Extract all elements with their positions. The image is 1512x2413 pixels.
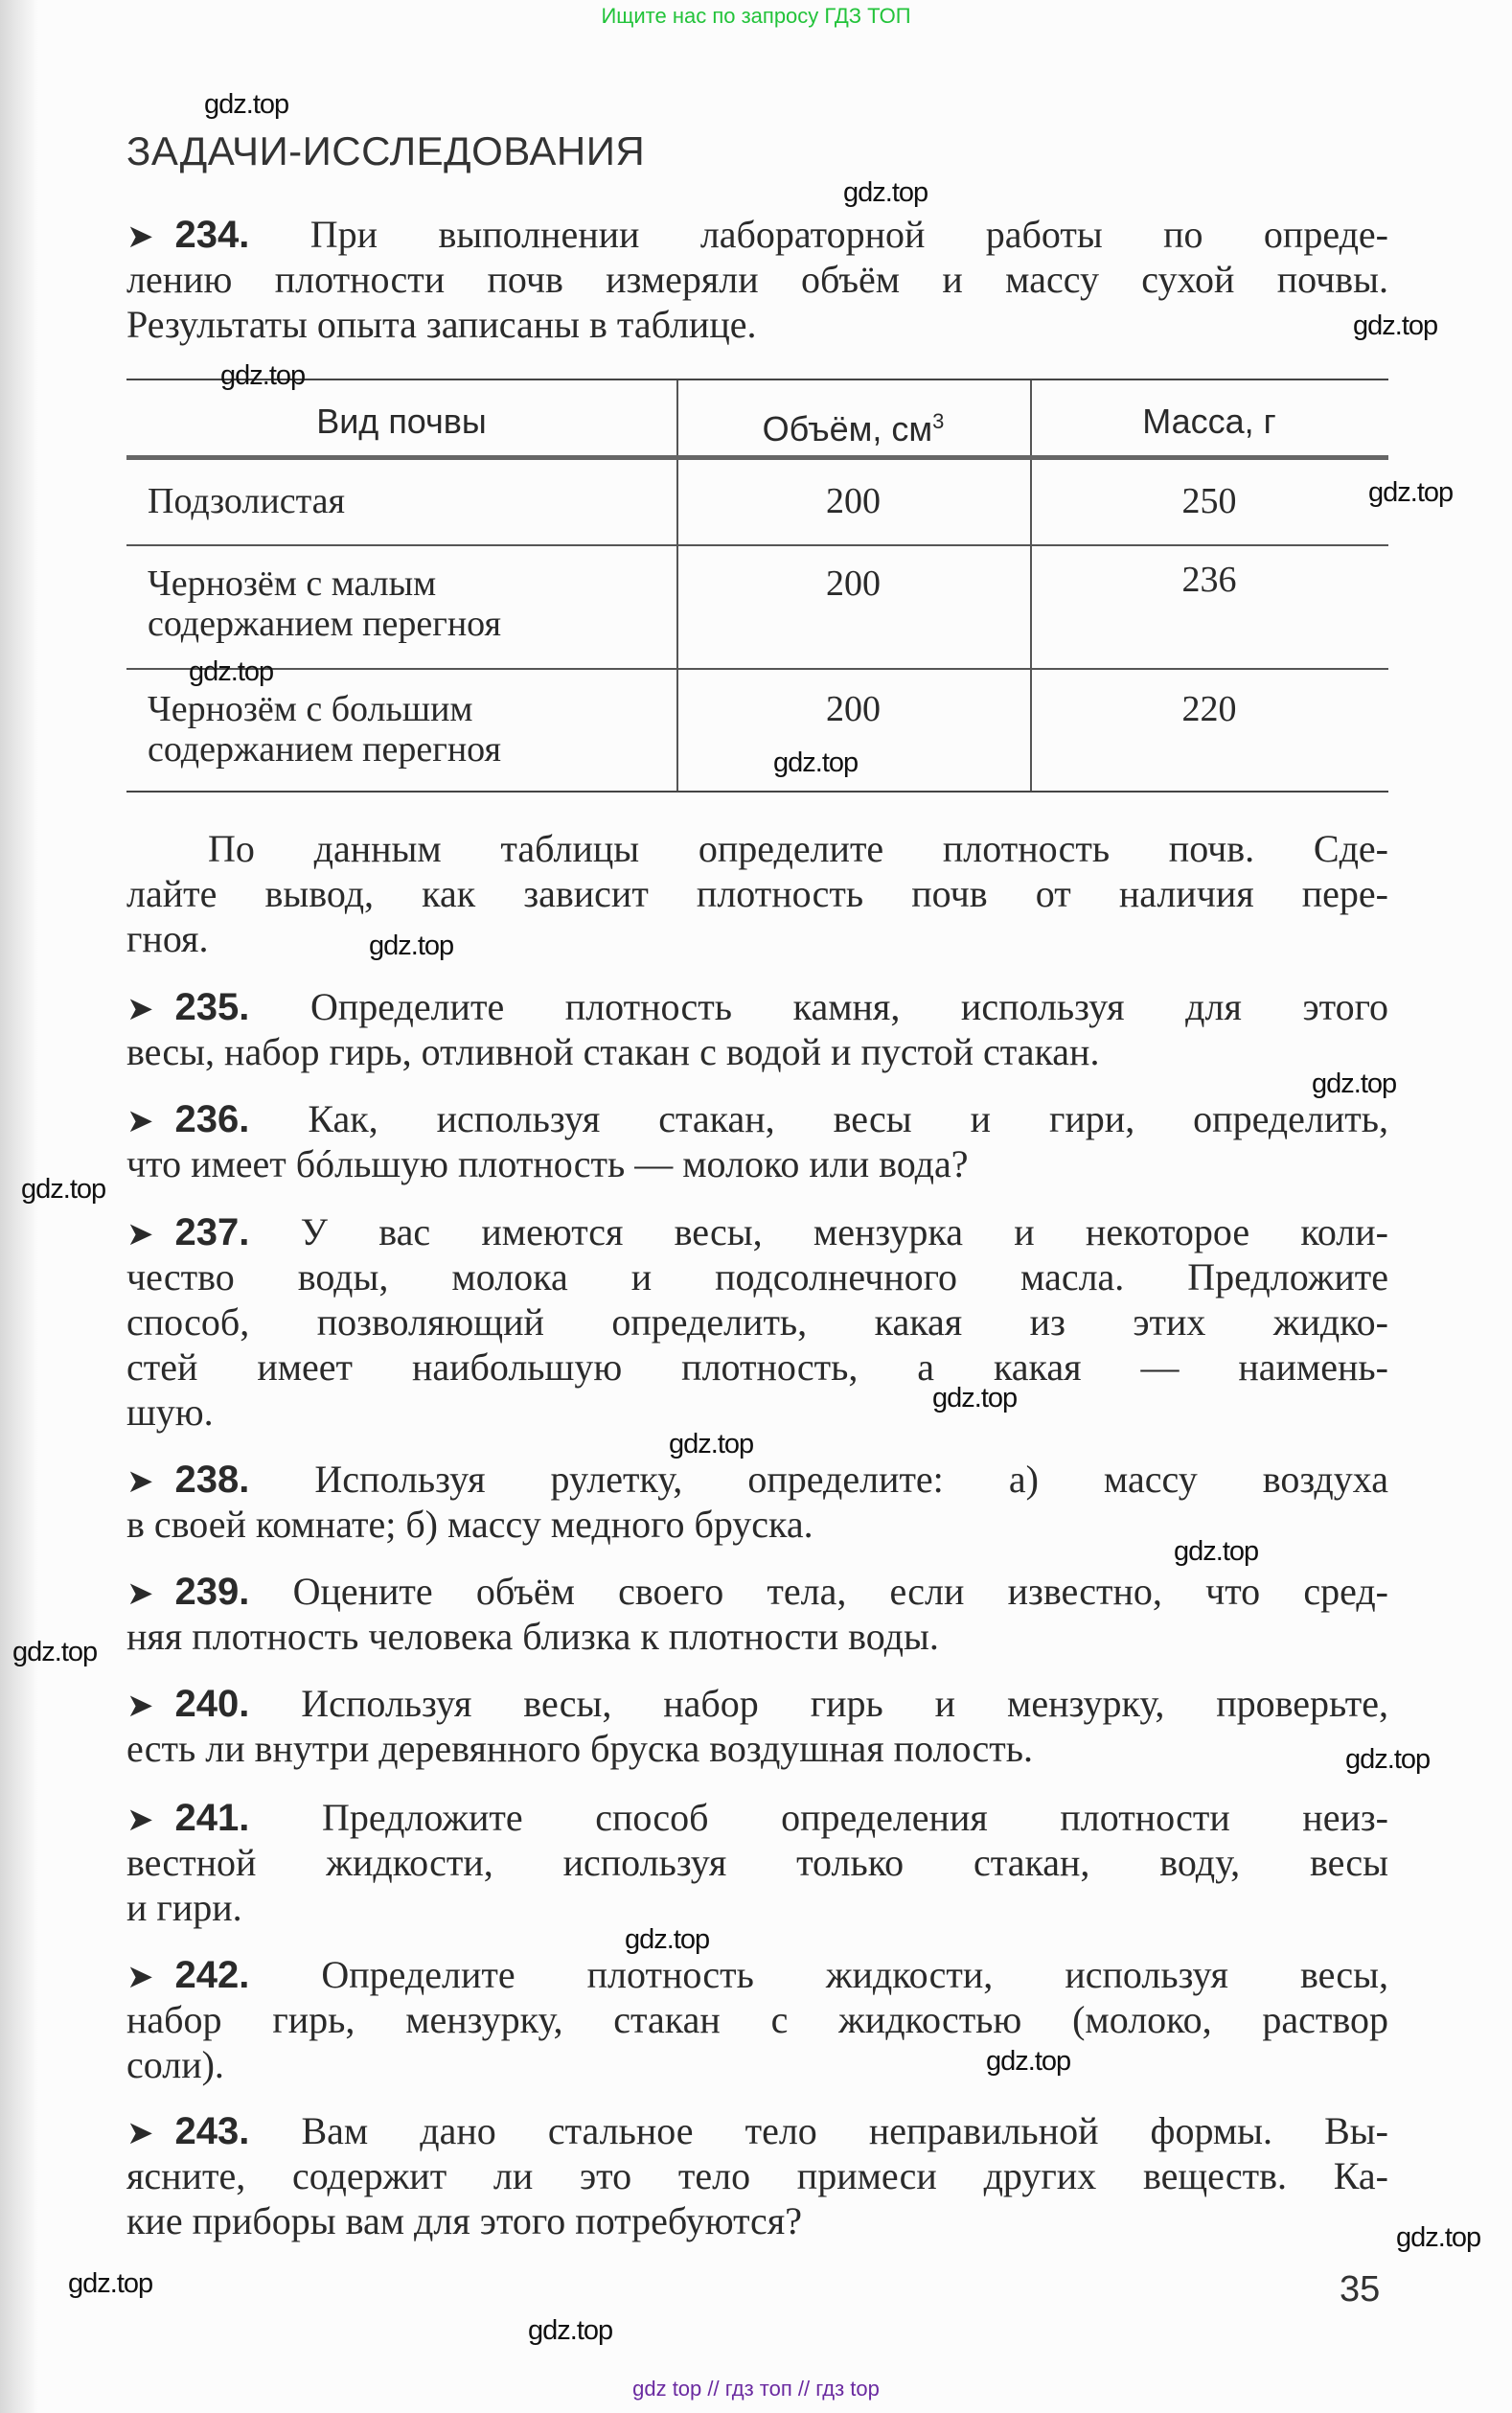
watermark: gdz.top xyxy=(1368,477,1454,508)
problem-text: Как, используя стакан, весы и гири, определить, xyxy=(308,1097,1388,1140)
soil-type-line: содержанием перегноя xyxy=(148,729,501,770)
problem-234 xyxy=(126,212,1388,347)
mass-value: 220 xyxy=(1181,689,1237,729)
section-heading: ЗАДАЧИ-ИССЛЕДОВАНИЯ xyxy=(126,128,646,173)
text-line: лению плотности почв измеряли объём и массу сухой почвы. xyxy=(126,258,1388,301)
header-mass: Масса, г xyxy=(1142,402,1276,441)
problem-number: 241. xyxy=(174,1797,250,1839)
text-line: вестной жидкости, используя только стакан, воду, весы xyxy=(126,1841,1388,1884)
arrow-marker-icon: ➤ xyxy=(126,2114,154,2152)
soil-type-line: Чернозём с большим xyxy=(148,689,473,729)
text-line: няя плотность человека близка к плотности воды. xyxy=(126,1615,939,1658)
watermark: gdz.top xyxy=(528,2315,613,2346)
header-soil-type: Вид почвы xyxy=(316,402,487,441)
soil-type xyxy=(148,689,501,812)
text-line: и гири. xyxy=(126,1886,242,1929)
problem-text: Предложите способ определения плотности неиз- xyxy=(321,1796,1388,1839)
text-line: Результаты опыта записаны в таблице. xyxy=(126,303,757,346)
text-line: гноя. xyxy=(126,917,209,960)
text-line xyxy=(126,1952,1388,1997)
text-line xyxy=(126,1569,1388,1614)
problem-241 xyxy=(126,1795,1388,1930)
text-line xyxy=(126,984,1388,1029)
soil-type-line: содержанием перегноя xyxy=(148,604,501,644)
problem-text: Вам дано стальное тело неправильной формы. Вы- xyxy=(301,2109,1389,2152)
mass-value: 236 xyxy=(1181,560,1237,600)
header-volume-label: Объём, см xyxy=(762,409,933,448)
watermark: gdz.top xyxy=(189,656,274,687)
text-line: лайте вывод, как зависит плотность почв от наличия пере- xyxy=(126,872,1388,915)
watermark: gdz.top xyxy=(1353,310,1438,341)
watermark: gdz.top xyxy=(68,2268,153,2299)
text-line: набор гирь, мензурку, стакан с жидкостью (молоко, раствор xyxy=(126,1998,1388,2041)
volume-value: 200 xyxy=(826,689,881,729)
arrow-marker-icon: ➤ xyxy=(126,1958,154,1996)
arrow-marker-icon: ➤ xyxy=(126,1462,154,1501)
problem-number: 237. xyxy=(174,1211,250,1253)
arrow-marker-icon: ➤ xyxy=(126,1687,154,1725)
problem-235 xyxy=(126,984,1388,1074)
volume-value: 200 xyxy=(826,481,881,521)
arrow-marker-icon: ➤ xyxy=(126,990,154,1028)
text-line: способ, позволяющий определить, какая из этих жидко- xyxy=(126,1300,1388,1344)
text-line: весы, набор гирь, отливной стакан с водой и пустой стакан. xyxy=(126,1030,1100,1073)
text-line: что имеет бóльшую плотность — молоко или вода? xyxy=(126,1142,969,1185)
problem-text: У вас имеются весы, мензурка и некоторое коли- xyxy=(300,1210,1388,1253)
problem-number: 235. xyxy=(174,986,250,1028)
soil-type-line: Чернозём с малым xyxy=(148,563,437,604)
soil-type: Подзолистая xyxy=(148,481,346,521)
problem-number: 242. xyxy=(174,1954,250,1996)
text-line: стей имеет наибольшую плотность, а какая — наимень- xyxy=(126,1345,1388,1389)
problem-text: Определите плотность жидкости, используя весы, xyxy=(321,1953,1388,1996)
page-number: 35 xyxy=(1340,2269,1381,2310)
text-line xyxy=(126,1457,1388,1502)
arrow-marker-icon: ➤ xyxy=(126,1215,154,1253)
problem-number: 238. xyxy=(174,1459,250,1501)
text-line xyxy=(126,2108,1388,2153)
text-line: кие приборы вам для этого потребуются? xyxy=(126,2199,802,2242)
problem-238 xyxy=(126,1457,1388,1547)
header-volume-exponent: 3 xyxy=(932,409,945,433)
problem-242 xyxy=(126,1952,1388,2087)
table-header-row xyxy=(126,380,1388,460)
watermark: gdz.top xyxy=(1312,1069,1397,1099)
footer-links[interactable]: gdz top // гдз топ // гдз top xyxy=(632,2377,880,2401)
arrow-marker-icon: ➤ xyxy=(126,218,154,256)
table-row xyxy=(126,460,1388,546)
text-line xyxy=(126,1681,1388,1726)
mass-value: 250 xyxy=(1181,481,1237,521)
watermark: gdz.top xyxy=(1396,2222,1481,2253)
problem-243 xyxy=(126,2108,1388,2243)
arrow-marker-icon: ➤ xyxy=(126,1574,154,1613)
watermark: gdz.top xyxy=(204,89,289,120)
problem-number: 234. xyxy=(174,214,250,256)
text-line: ясните, содержит ли это тело примеси других веществ. Ка- xyxy=(126,2154,1388,2197)
problem-236 xyxy=(126,1096,1388,1186)
page-edge-shadow xyxy=(0,0,38,2413)
text-line xyxy=(126,1096,1388,1141)
volume-value: 200 xyxy=(826,563,881,604)
text-line xyxy=(126,1209,1388,1254)
text-line: соли). xyxy=(126,2043,224,2086)
problem-237 xyxy=(126,1209,1388,1435)
watermark: gdz.top xyxy=(21,1174,106,1205)
problem-text: Используя рулетку, определите: а) массу воздуха xyxy=(314,1458,1389,1501)
problem-number: 239. xyxy=(174,1571,250,1613)
table-row xyxy=(126,670,1388,793)
text-line xyxy=(126,1795,1388,1840)
problem-number: 240. xyxy=(174,1683,250,1725)
problem-239 xyxy=(126,1569,1388,1659)
header-volume xyxy=(676,380,1030,455)
watermark: gdz.top xyxy=(773,747,859,778)
text-line: шую. xyxy=(126,1390,214,1434)
text-line: чество воды, молока и подсолнечного масла. Предложите xyxy=(126,1255,1388,1298)
arrow-marker-icon: ➤ xyxy=(126,1801,154,1839)
problem-240 xyxy=(126,1681,1388,1771)
watermark: gdz.top xyxy=(843,177,928,208)
arrow-marker-icon: ➤ xyxy=(126,1102,154,1140)
watermark: gdz.top xyxy=(625,1924,710,1955)
watermark: gdz.top xyxy=(369,931,454,961)
table-row xyxy=(126,546,1388,670)
text-line: По данным таблицы определите плотность почв. Сде- xyxy=(208,827,1388,870)
watermark: gdz.top xyxy=(669,1429,754,1459)
watermark: gdz.top xyxy=(932,1383,1018,1413)
problem-text: Оцените объём своего тела, если известно, что сред- xyxy=(292,1570,1388,1613)
problem-text: При выполнении лабораторной работы по опреде- xyxy=(309,213,1388,256)
table-task-text xyxy=(126,826,1388,961)
text-line xyxy=(126,212,1388,257)
text-line: в своей комнате; б) массу медного бруска. xyxy=(126,1503,813,1546)
watermark: gdz.top xyxy=(1345,1744,1431,1775)
problem-number: 243. xyxy=(174,2110,250,2152)
problem-text: Используя весы, набор гирь и мензурку, проверьте, xyxy=(301,1682,1389,1725)
watermark: gdz.top xyxy=(986,2046,1071,2077)
watermark: gdz.top xyxy=(220,360,306,391)
watermark: gdz.top xyxy=(1174,1536,1259,1567)
top-banner[interactable]: Ищите нас по запросу ГДЗ ТОП xyxy=(601,4,911,28)
soil-density-table xyxy=(126,379,1388,793)
problem-text: Определите плотность камня, используя для этого xyxy=(309,985,1388,1028)
watermark: gdz.top xyxy=(12,1637,98,1667)
text-line: есть ли внутри деревянного бруска воздушная полость. xyxy=(126,1727,1033,1770)
problem-number: 236. xyxy=(174,1098,250,1140)
